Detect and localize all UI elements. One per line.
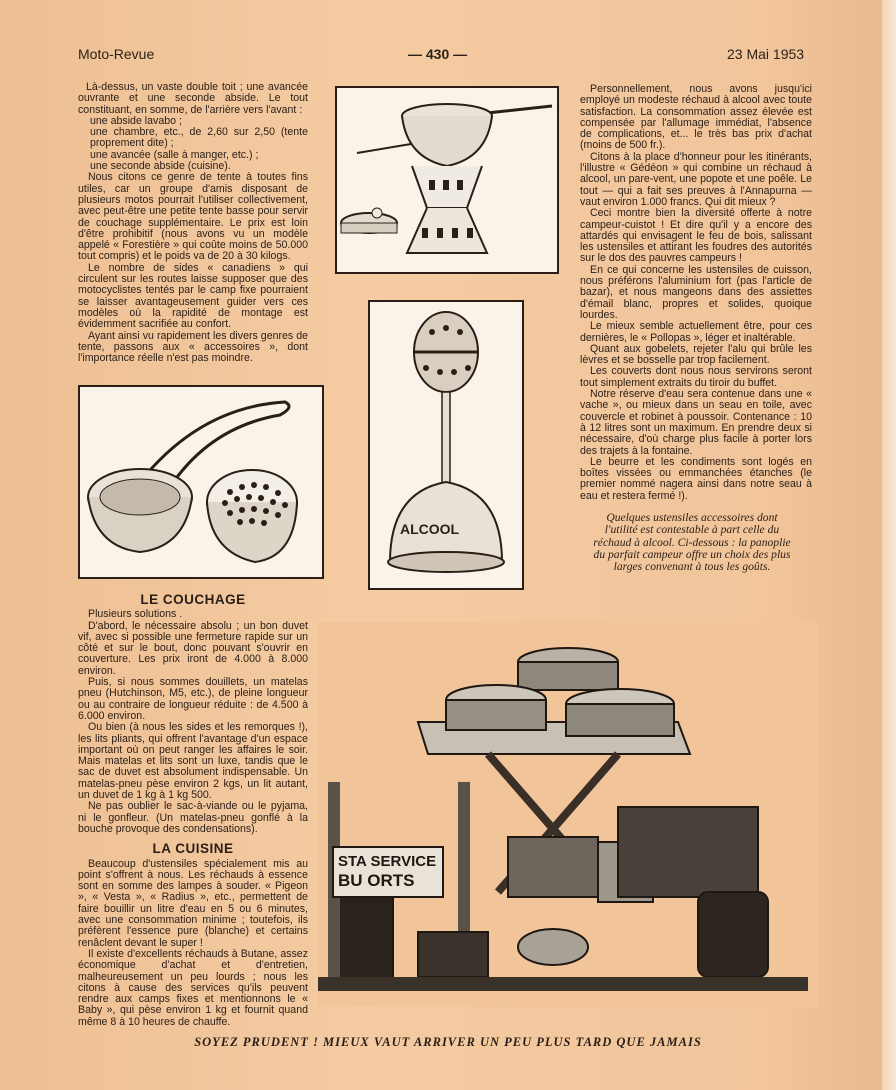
footer-slogan: SOYEZ PRUDENT ! MIEUX VAUT ARRIVER UN PEU PLUS TARD QUE JAMAIS <box>194 1035 702 1049</box>
paragraph: Nous citons ce genre de tente à toutes fins utiles, car un groupe d'amis disposant de plusieurs motos pourrait l'utiliser collectivement, avec peut-être une petite tente basse pour servir de couchage supplémentaire. Le prix est loin d'être prohibitif (nous avons vu un modèle appelé « Forestière » qui coûte moins de 50.000 tout compris) et le poids va de 20 à 30 kilogs. <box>78 171 308 263</box>
list <box>78 116 308 172</box>
section-title-cuisine: LA CUISINE <box>152 841 234 857</box>
list-item: une chambre, etc., de 2,60 sur 2,50 (tente proprement dite) ; <box>90 126 308 150</box>
list-item: une seconde abside (cuisine). <box>90 160 231 173</box>
strainer-illustration <box>80 387 322 577</box>
paragraph: Notre réserve d'eau sera contenue dans une « vache », ou mieux dans un seau en toile, avec couvercle et robinet à poussoir. Contenance : 10 à 12 litres sont un maximum. En prendre deux si nécessaire, d'où charge plus facile à porter lors des trajets à la fontaine. <box>580 388 812 457</box>
paragraph: D'abord, le nécessaire absolu ; un bon duvet vif, avec si possible une fermeture rapide sur un côté et sur le bout, donc pouvant s'ouvrir en couverture. Les prix iront de 4.000 à 8.000 environ. <box>78 619 308 677</box>
alcool-label: ALCOOL <box>400 521 460 537</box>
paragraph: Le mieux semble actuellement être, pour ces dernières, le « Pollopas », léger et inaltérable. <box>580 320 812 344</box>
list-item: une avancée (salle à manger, etc.) ; <box>90 148 259 161</box>
photo-camping-gear <box>318 622 818 1007</box>
paragraph: Puis, si nous sommes douillets, un matelas pneu (Hutchinson, M5, etc.), de pleine longueur ou au contraire de longueur réduite : de 4.500 à 6.000 environ. <box>78 676 308 722</box>
paragraph: Le nombre de sides « canadiens » qui circulent sur les routes laisse supposer que des motocyclistes tentés par le camp fixe pourraient se laisser avantageusement guider vers ces modèles où la rapidité de montage est évidemment sacrifiée au confort. <box>78 261 308 331</box>
column-3 <box>580 84 812 502</box>
column-1-top <box>78 82 308 364</box>
paragraph: Il existe d'excellents réchauds à Butane, assez économique d'achat et d'entretien, malheureusement un peu lourds ; nous les citons à cause des services qu'ils peuvent rendre aux camps fixes et mentionnons le « Baby », qui pèse environ 1 kg et fournit quand même 8 à 10 heures de chauffe. <box>78 947 308 1028</box>
figure-strainer <box>78 385 324 579</box>
magazine-title: Moto-Revue <box>78 46 155 62</box>
paragraph: Ou bien (à nous les sides et les remorques !), les lits pliants, qui offrent l'avantage d'un espace important où on peut ranger les affaires le soir. Mais matelas et lits sont un luxe, tandis que le sac de duvet est absolument indispensable. Un matelas-pneu pèse environ 2 kgs, un lit autant, un duvet de 1 kg à 1 kg 500. <box>78 721 308 802</box>
paragraph: Beaucoup d'ustensiles spécialement mis au point s'offrent à nous. Les réchauds à essence sont en somme des lampes à souder. « Pigeon », « Vesta », « Radius », etc., permettent de faire bouillir un litre d'eau en 5 ou 6 minutes, avec une consommation minime ; toutefois, ils préfèrent l'essence pure (blanche) et certains renâclent devant le super ! <box>78 857 308 949</box>
stove-illustration <box>337 88 557 272</box>
figure-caption: Quelques ustensiles accessoires dont l'utilité est contestable à part celle du réchaud à alcool. Ci-dessous : la panoplie du parfait campeur offre un choix des plus larges convenant à tous les goûts. <box>593 511 791 574</box>
section-title-couchage: LE COUCHAGE <box>140 592 246 607</box>
paragraph: En ce qui concerne les ustensiles de cuisson, nous préférons l'aluminium fort (pas l'article de bazar), et nous mangeons dans des assiettes d'émail blanc, propres et solides, quoique lourdes. <box>580 263 812 321</box>
figure-stove <box>335 86 559 274</box>
paragraph: Ayant ainsi vu rapidement les divers genres de tente, passons aux « accessoires », dont l'importance réelle n'est pas moindre. <box>78 329 308 365</box>
page-edge <box>882 0 896 1090</box>
column-1-bottom <box>78 594 308 1028</box>
camping-gear-photo <box>318 622 818 1007</box>
paragraph: Quant aux gobelets, rejeter l'alu qui brûle les lèvres et se bosselle par trop facilement. <box>580 342 812 367</box>
list-item: une abside lavabo ; <box>90 114 182 127</box>
paragraph: Plusieurs solutions . <box>88 608 183 621</box>
paragraph: Les couverts dont nous nous servirons seront tout simplement extraits du tiroir du buffet. <box>580 365 812 389</box>
paragraph: Personnellement, nous avons jusqu'ici employé un modeste réchaud à alcool avec toute satisfaction. La consommation assez élevée est compensée par l'allumage immédiat, l'absence de complications, et... le très bas prix d'achat (moins de 500 fr.). <box>580 83 812 152</box>
paragraph: Là-dessus, un vaste double toit ; une avancée ouvrante et une seconde abside. Le tout constituant, en somme, de l'arrière vers l'avant : <box>78 81 308 116</box>
alcohol-burner-illustration <box>370 302 522 588</box>
sign-line-1: STA SERVICE <box>338 853 437 870</box>
sign-line-2: BU ORTS <box>338 871 415 890</box>
issue-date: 23 Mai 1953 <box>727 46 805 62</box>
paragraph: Le beurre et les condiments sont logés en boîtes vissées ou emmanchées étanches (le premier nommé nagera ainsi dans notre seau à eau et restera fermé !). <box>580 455 812 502</box>
paragraph: Ceci montre bien la diversité offerte à notre campeur-cuistot ! Et dire qu'il y a encore des attardés qui envisagent le feu de bois, salissant les ustensiles et attirant les foudres des autorités sur le dos des pauvres campeurs ! <box>580 207 812 265</box>
paragraph: Ne pas oublier le sac-à-viande ou le pyjama, ni le gonfleur. (Un matelas-pneu gonflé à la bouche provoque des condensations). <box>78 800 308 835</box>
figure-alcohol-burner <box>368 300 524 590</box>
page-number: — 430 — <box>408 46 468 62</box>
paragraph: Citons à la place d'honneur pour les itinérants, l'illustre « Gédéon » qui combine un réchaud à alcool, un pare-vent, une popote et une poêle. Le tout — qui a fait ses preuves à l'Annapurna — vaut environ 1.000 francs. Qui dit mieux ? <box>580 150 812 208</box>
